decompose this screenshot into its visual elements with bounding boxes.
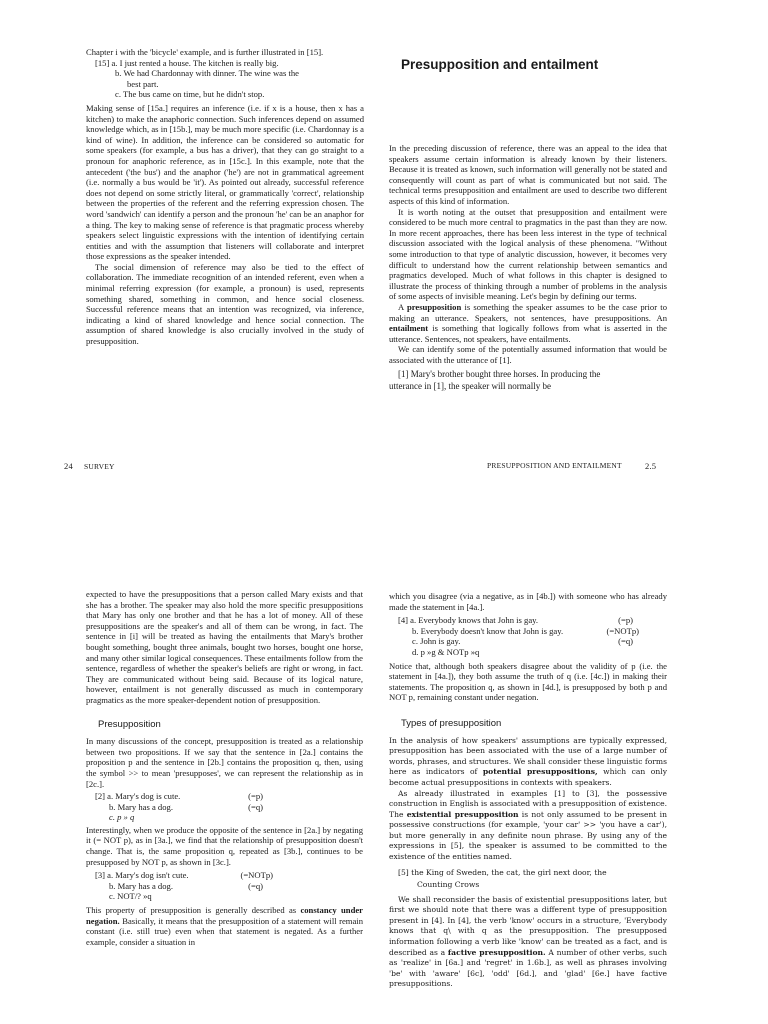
- bottom-left-column: [86, 589, 363, 947]
- example-1: [1] Mary's brother bought three horses. In producing the: [398, 369, 601, 380]
- body-paragraph: This property of presupposition is generally described as constancy under negation. Basically, it means that the presupposition of a statement will remain constant (i.e. still true) even when that statement is negated. As a further example, consider a situation in: [86, 905, 363, 947]
- body-paragraph: In the analysis of how speakers' assumptions are typically expressed, presupposition has been associated with the use of a large number of words, phrases, and structures. We shall consider these linguistic forms here as indicators of potential presuppositions, which can only become actual presuppositions in contexts with speakers.: [389, 735, 667, 787]
- term-constancy: constancy under negation.: [86, 905, 363, 926]
- body-paragraph: expected to have the presuppositions that a person called Mary exists and that she has a brother. The speaker may also hold the more specific presuppositions that Mary has only one brother and that he has a lot of money. All of these presuppositions are the speaker's and all of them can be wrong, in fact. The sentence in [i] will be treated as having the entailments that Mary's brother bought something, bought three animals, bought two horses, bought one horse, and many other similar logical consequences. These entailments follow from the sentence, regardless of whether the speaker's beliefs are right or wrong, in fact. They are communicated without being said. Because of its logical nature, however, entailment is not generally discussed as much in contemporary pragmatics as the more speaker-dependent notion of presupposition.: [86, 589, 363, 705]
- term-existential-presupposition: existential presupposition: [406, 809, 519, 819]
- section-heading: Types of presupposition: [401, 717, 502, 729]
- body-paragraph: In many discussions of the concept, presupposition is treated as a relationship between two propositions. If we say that the sentence in [2a.] contains the proposition p and the sentence in [2b.] contains the proposition q, then, using the symbol >> to mean 'presupposes', we can represent the relationship as in [2c.].: [86, 736, 363, 789]
- body-paragraph: We can identify some of the potentially assumed information that would be associated with the utterance of [1].: [389, 344, 667, 365]
- typewriter-block: [389, 736, 667, 990]
- body-paragraph: As already illustrated in examples [1] to [3], the possessive construction in English is associated with a presupposition of existence. The existential presupposition is not only assumed to be present in possessive constructions (for example, 'your car' >> 'you have a car'), but more generally in any definite noun phrase. By using any of the expressions in [5], the speaker is assumed to be committed to the existence of the entities named.: [389, 788, 668, 862]
- example-15a: [15] a. I just rented a house. The kitchen is really big.: [95, 57, 279, 68]
- body-paragraph: which you disagree (via a negative, as in [4b.]) with someone who has already made the statement in [4a.].: [389, 591, 667, 612]
- page-number: 24: [64, 461, 73, 471]
- body-paragraph: The social dimension of reference may also be tied to the effect of collaboration. The immediate recognition of an intended referent, even when a minimal referring expression (for example, a pronoun) is used, represents something shared, something in common, and hence social closeness. Successful reference means that an intention was recognized, via inference, indicating a kind of shared knowledge and hence social connection. The assumption of shared knowledge is also crucially involved in the study of presupposition.: [86, 261, 364, 347]
- example-1-cont: utterance in [1], the speaker will normally be: [389, 381, 551, 392]
- example-4: [4] a. Everybody knows that John is gay. (=p) b. Everybody doesn't know that John is gay. (=NOTp) c. John is gay. (=q) d. p »g & NOTp »q: [398, 615, 639, 657]
- body-paragraph: Interestingly, when we produce the opposite of the sentence in [2a.] by negating it (= NOT p), as in [3a.], we find that the relationship of presupposition doesn't change. That is, the same proposition q, repeated as [3b.], continues to be presupposed by NOT p, as shown in [3c.].: [86, 824, 363, 867]
- running-header: SURVEY: [84, 462, 115, 471]
- body-paragraph: Notice that, although both speakers disagree about the validity of p (i.e. the statement in [4a.]), they both assume the truth of q (i.e. [4c.]) in making their statements. The proposition q, as shown in [4d.], is presupposed by both p and NOT p, remaining constant under negation.: [389, 660, 667, 703]
- chapter-title: Presupposition and entailment: [401, 57, 599, 72]
- term-factive-presupposition: factive presupposition.: [447, 947, 546, 957]
- body-paragraph: Making sense of [15a.] requires an inference (i.e. if x is a house, then x has a kitchen) to make the anaphoric connection. Such inferences depend on assumed knowledge which, as in [15b.], may be much more specific (i.e. Chardonnay is a kind of wine). In addition, the inference can be considered so automatic for some speakers (for example, a bus has a driver), that they can go straight to a pronoun for anaphoric reference, as in [15c.]. In this example, note that the antecedent ('the bus') and the anaphor ('he') are not in grammatical agreement (i.e. normally a bus would be 'it'). As pointed out already, successful reference does not depend on some strictly literal, or grammatically 'correct', relationship between the properties of the referent and the referring expression chosen. The word 'sandwich' can identify a person and the pronoun 'he' can be an anaphor for a thing. The key to making sense of reference is that pragmatic process whereby speakers select linguistic expressions with the intention of identifying certain entities and with the assumption that listeners will collaborate and interpret those expressions as the speaker intended.: [86, 102, 364, 262]
- example-15b-cont: best part.: [127, 78, 159, 89]
- term-presupposition: presupposition: [406, 301, 462, 312]
- term-entailment: entailment: [389, 323, 429, 334]
- body-paragraph: In the preceding discussion of reference, there was an appeal to the idea that speakers assume certain information is already known by their listeners. Because it is treated as known, such information will generally not be stated and consequently will count as part of what is communicated but not said. The technical terms presupposition and entailment are used to describe two different aspects of this kind of information.: [389, 143, 667, 206]
- top-right-column: [389, 143, 667, 392]
- example-5-cont: Counting Crows: [417, 879, 480, 889]
- term-potential-presuppositions: potential presuppositions,: [482, 767, 598, 777]
- body-paragraph: A presupposition is something the speaker assumes to be the case prior to making an utterance. Speakers, not sentences, have presuppositions. An entailment is something that logically follows from what is asserted in the utterance. Sentences, not speakers, have entailments.: [389, 301, 667, 344]
- example-15c: c. The bus came on time, but he didn't stop.: [115, 89, 265, 100]
- example-15b: b. We had Chardonnay with dinner. The wine was the: [115, 68, 299, 79]
- example-5: [5] the King of Sweden, the cat, the girl next door, the: [398, 867, 607, 877]
- example-3: [3] a. Mary's dog isn't cute. (=NOTp) b. Mary has a dog. (=q) c. NOT/? »q: [95, 870, 273, 902]
- body-paragraph: It is worth noting at the outset that presupposition and entailment were considered to be much more central to pragmatics in the past than they are now. In more recent approaches, there has been less interest in the type of technical discussion associated with the logical analysis of these phenomena. "Without some introduction to that type of analytic discussion, however, it becomes very difficult to understand how the current relationship between semantics and pragmatics developed. Much of what follows in this chapter is designed to illustrate the process of thinking through a number of problems in the analysis of some aspects of invisible meaning. Let's begin by defining our terms.: [389, 206, 667, 302]
- body-paragraph: We shall reconsider the basis of existential presuppositions later, but first we should note that there was a different type of presupposition present in [4]. In [4], the verb 'know' occurs in a structure, 'Everybody knows that q\ with q as the presupposition. The presupposed information following a verb like 'know' can be treated as a fact, and is described as a factive presupposition. A number of other verbs, such as 'realize' in [6a.] and 'regret' in 1.6b.], as well as phrases involving 'be' with 'aware' [6c], 'odd' [6d.], and 'glad' [6e.] have factive presuppositions.: [389, 894, 667, 989]
- top-left-column: [86, 47, 364, 347]
- running-header: PRESUPPOSITION AND ENTAILMENT: [487, 461, 622, 470]
- example-2: [2] a. Mary's dog is cute. (=p) b. Mary has a dog. (=q) c. p » q: [95, 791, 263, 823]
- page-number: 2.5: [645, 461, 657, 471]
- section-heading: Presupposition: [98, 718, 161, 730]
- bottom-right-column: [389, 591, 667, 990]
- lead-paragraph: Chapter i with the 'bicycle' example, and is further illustrated in [15].: [86, 47, 324, 57]
